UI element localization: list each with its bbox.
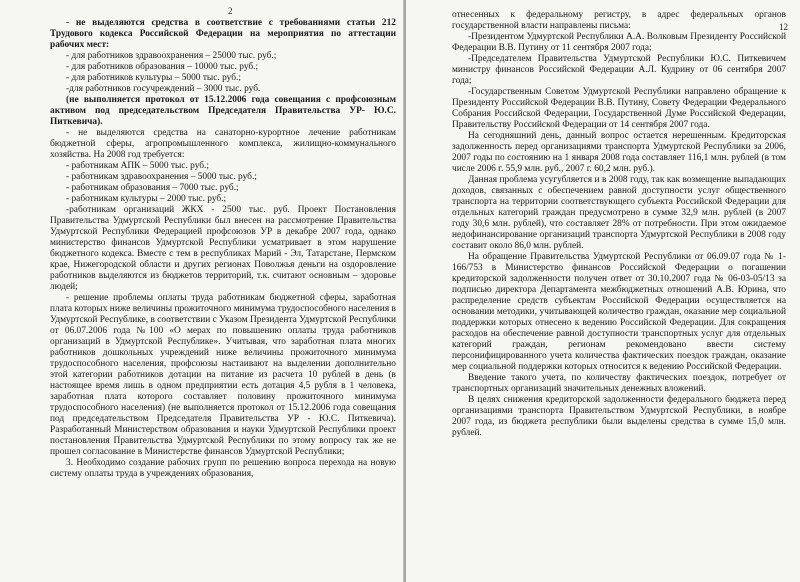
paragraph: - для работников культуры – 5000 тыс. руб.; — [66, 73, 241, 83]
paragraph: - работникам здравоохранения – 5000 тыс. руб.; — [66, 172, 257, 182]
paragraph: -Президентом Удмуртской Республики А.А. Волковым Президенту Российской Федерации В.В. Путину от 11 сентября 2007 года; — [452, 32, 786, 53]
paragraph: Введение такого учета, по количеству фактических поездок, потребует от транспортных организаций значительных денежных вложений. — [452, 373, 786, 394]
right-page — [406, 0, 800, 582]
paragraph: На обращение Правительства Удмуртской Республики от 06.09.07 года № 1-166/753 в Министерство финансов Российской Федерации о погашении кредиторской задолженности получен ответ от 30.10.2007 года № 06-03-05/13 за подписью директора Департамента межбюджетных отношений А.В. Юрина, что распределение средств субъектам Российской Федерации осуществляется на основании методики, учитывающей количество граждан, оказание мер социальной поддержки которых отнесено к ведению Российской Федерации. Для сокращения расходов на обеспечение равной доступности транспортных услуг для отдельных категорий граждан, регионам рекомендовано ввести систему персонифицированного учета количества фактических поездок граждан, оказание мер социальной поддержки которых относится к ведению Российской Федерации. — [452, 252, 786, 372]
paragraph: - для работников здравоохранения – 25000 тыс. руб.; — [66, 51, 277, 61]
paragraph: - не выделяются средства в соответствие с требованиями статьи 212 Трудового кодекса Российской Федерации на мероприятия по аттестации рабочих мест: — [50, 18, 396, 50]
paragraph: Данная проблема усугубляется и в 2008 году, так как возмещение выпадающих доходов, связанных с обеспечением равной доступности услуг общественного транспорта на территории соответствующего субъекта Российской Федерации для отдельных категорий граждан предусмотрено в сумме 32,9 млн. рублей (в 2007 году 30,6 млн. рублей), что составляет 28% от потребности. При этом ожидаемое недофинансирование организаций транспорта Удмуртской Республики в 2008 году составит около 86,0 млн. рублей. — [452, 175, 786, 251]
left-page-number: 2 — [228, 6, 233, 16]
paragraph: - работникам АПК – 5000 тыс. руб.; — [66, 161, 209, 171]
paragraph: -Председателем Правительства Удмуртской Республики Ю.С. Питкевичем министру финансов Российской Федерации А.Л. Кудрину от 06 сентября 2007 года; — [452, 54, 786, 86]
paragraph: - решение проблемы оплаты труда работникам бюджетной сферы, заработная плата которых ниже величины прожиточного минимума трудоспособного населения в Удмуртской Республике, в соответствии с Указом Президента Удмуртской Республики от 06.07.2006 года №100 «О мерах по повышению оплаты труда работников организаций в Удмуртской Республике». Учитывая, что заработная плата многих работников дошкольных учреждений ниже величины прожиточного минимума трудоспособного населения, профсоюзы настаивают на выделении дополнительно этой категории работников дотации на питание из расчета 10 рублей в день (в настоящее время лишь в одном предприятии есть дотация 4,5 рубля в 1 человека, заработная плата которого составляет половину прожиточного минимума трудоспособного населения) (не выполняется протокол от 15.12.2006 года совещания под председательством Председателя Правительства УР - Ю.С. Питкевича). Разработанный Министерством образования и науки Удмуртской Республики проект постановления Правительства Удмуртской Республики по этому вопросу так же не прошел согласование в Министерстве финансов Удмуртской Республики; — [50, 293, 396, 457]
paragraph: 3. Необходимо создание рабочих групп по решению вопроса перехода на новую систему оплаты труда в учреждениях образования, — [50, 458, 396, 479]
paragraph: (не выполняется протокол от 15.12.2006 года совещания с профсоюзным активом под председательством Председателя Правительства УР- Ю.С. Питкевича). — [50, 95, 396, 127]
paragraph: - работникам образования – 7000 тыс. руб.; — [66, 183, 239, 193]
right-page-text — [452, 10, 786, 439]
paragraph: - не выделяются средства на санаторно-курортное лечение работникам бюджетной сферы, агропромышленного комплекса, жилищно-коммунального хозяйства. На 2008 год требуется: — [50, 128, 396, 160]
paragraph: отнесенных к федеральному регистру, в адрес федеральных органов государственной власти направлены письма: — [452, 10, 786, 31]
paragraph: - работникам культуры – 2000 тыс. руб.; — [66, 194, 227, 204]
paragraph: -работникам организаций ЖКХ - 2500 тыс. руб. Проект Постановления Правительства Удмуртской Республики был внесен на рассмотрение Правительства Удмуртской Республики Федерацией профсоюзов УР в декабре 2007 года, однако министерство финансов Удмуртской Республики усматривает в этом нарушение бюджетного кодекса. Вместе с тем в республиках Марий - Эл, Татарстане, Пермском крае, Нижегородской области и других регионах Поволжья деньги на оздоровление работников выделяются из бюджетов территорий, т.к. считают основным – здоровье людей; — [50, 205, 396, 292]
left-page-text — [50, 18, 396, 480]
paragraph: На сегодняшний день, данный вопрос остается нерешенным. Кредиторская задолженность перед организациями транспорта Удмуртской Республики за 2006, 2007 годы по состоянию на 1 января 2008 года составляет 116,1 млн. рублей (в том числе 2006 г. 55,9 млн. руб., 2007 г. 60,2 млн. руб.). — [452, 131, 786, 174]
paragraph: -для работников госучреждений – 3000 тыс. руб. — [66, 84, 261, 94]
paragraph: В целях снижения кредиторской задолженности федерального бюджета перед организациями транспорта Правительством Удмуртской Республики, в ноябре 2007 года, из бюджета республики были выделены средства в сумме 15,0 млн. рублей. — [452, 395, 786, 438]
paragraph: -Государственным Советом Удмуртской Республики направлено обращение к Президенту Российской Федерации В.В. Путину, Совету Федерации Федерального Собрания Российской Федерации, Государственной Думе Российской Федерации, Правительству Российской Федерации от 14 сентября 2007 года. — [452, 87, 786, 130]
paragraph: - для работников образования – 10000 тыс. руб.; — [66, 62, 259, 72]
right-page-number: 12 — [779, 22, 788, 32]
